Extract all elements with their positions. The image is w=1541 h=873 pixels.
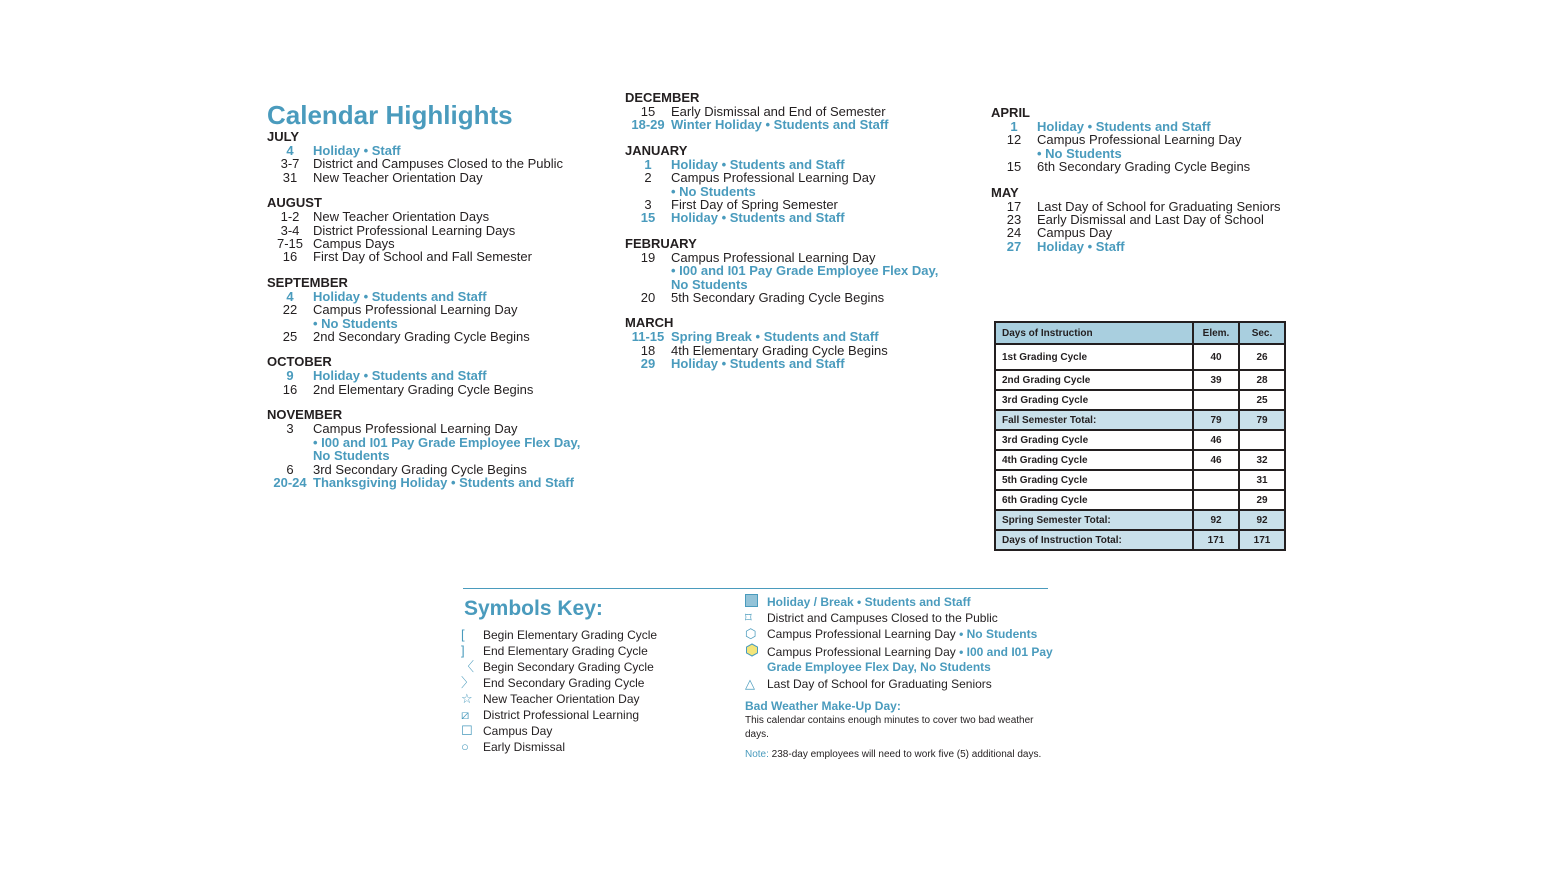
instruction-days-table [994,321,1286,560]
key-flex: Campus Professional Learning Day • I00 and I01 Pay [745,644,1065,660]
entry-date: 1 [644,156,652,172]
key-cpl: ⬡ Campus Professional Learning Day • No Students [745,626,1038,641]
table-cell-label: 3rd Grading Cycle [995,430,1193,450]
entry-text: District and Campuses Closed to the Public [313,156,564,172]
entry-date: 7-15 [276,236,304,252]
triangle-icon: △ [745,676,755,691]
table-row [995,450,1285,470]
table-cell-elem [1193,390,1239,410]
calendar-entry [267,237,597,250]
table-row [995,344,1285,370]
entry-date [267,317,313,330]
entry-text: 3rd Secondary Grading Cycle Begins [313,461,527,477]
calendar-entry [991,133,1301,146]
entry-text: Holiday • Students and Staff [313,288,487,304]
calendar-entry [267,463,597,476]
table-row [995,370,1285,390]
closed-frame-icon: ⌑ [745,610,752,625]
entry-text: Campus Professional Learning Day [313,302,518,318]
table-cell-label: Spring Semester Total: [995,510,1193,530]
entry-text: Holiday • Students and Staff [671,356,845,372]
key-item [461,675,721,691]
table-cell-sec: 92 [1239,510,1285,530]
calendar-entry [991,120,1301,133]
calendar-entry [267,476,597,489]
key-closed: ⌑ District and Campuses Closed to the Public [745,610,998,625]
key-item [461,627,721,643]
square-icon: ☐ [461,723,473,738]
table-cell-elem: 171 [1193,530,1239,550]
entry-text: Campus Professional Learning Day [671,170,876,186]
calendar-entry [625,185,965,198]
key-item [461,643,721,659]
entry-date [625,264,671,277]
entry-date: 1-2 [280,209,300,225]
entry-date: 23 [1006,212,1022,228]
key-item-label: Begin Elementary Grading Cycle [483,628,658,642]
entry-text: 2nd Elementary Grading Cycle Begins [313,381,534,397]
entry-text: Holiday • Students and Staff [1037,119,1211,134]
entry-text: • No Students [313,315,398,331]
circle-icon: ○ [461,739,469,754]
key-item-label: End Elementary Grading Cycle [483,644,648,658]
month-heading: MARCH [625,315,674,331]
calendar-entry [625,291,965,304]
note-label: Note: [745,749,769,760]
key-holiday: Holiday / Break • Students and Staff [745,594,1065,610]
calendar-entry [267,290,597,303]
entry-date: 15 [1006,159,1022,175]
entry-date: 27 [1006,238,1022,254]
table-cell-label: Fall Semester Total: [995,410,1193,430]
calendar-entry [267,449,597,462]
key-item [461,691,721,707]
month-heading: OCTOBER [267,354,332,370]
month-heading: JANUARY [625,142,688,158]
entry-date [625,185,671,198]
table-cell-elem: 46 [1193,430,1239,450]
calendar-entry [267,317,597,330]
month-heading: SEPTEMBER [267,274,348,290]
key-item [461,723,721,739]
table-cell-elem [1193,490,1239,510]
weather-title: Bad Weather Make-Up Day: [745,699,901,713]
key-item-label: Early Dismissal [483,740,566,754]
hexagon-icon: ⬡ [745,626,757,641]
entry-text: 5th Secondary Grading Cycle Begins [671,290,885,306]
entry-text: Campus Day [1037,225,1113,241]
table-cell-sec: 31 [1239,470,1285,490]
table-cell-sec: 28 [1239,370,1285,390]
entry-text: Thanksgiving Holiday • Students and Staff [313,474,574,490]
entry-date: 15 [640,104,656,119]
entry-date: 2 [644,170,652,186]
table-cell-sec: 29 [1239,490,1285,510]
table-cell-label: 3rd Grading Cycle [995,390,1193,410]
table-cell-elem: 39 [1193,370,1239,390]
entry-text: Holiday • Students and Staff [313,368,487,384]
entry-date: 25 [282,329,298,345]
entry-text: Campus Professional Learning Day [1037,132,1242,148]
month-heading: JULY [267,129,300,144]
entry-text: • I00 and I01 Pay Grade Employee Flex Day, [671,263,939,279]
entry-text: District Professional Learning Days [313,222,516,238]
table-cell-elem: 79 [1193,410,1239,430]
table-cell-sec: 32 [1239,450,1285,470]
calendar-entry [991,147,1301,160]
entry-date: 15 [640,210,656,226]
entry-date: 3-4 [280,222,300,238]
table-cell-elem: 40 [1193,344,1239,370]
entry-date: 4 [286,143,294,158]
entry-text: Campus Professional Learning Day [313,421,518,437]
entry-text: Last Day of School for Graduating Seniors [1037,198,1281,214]
calendar-entry [267,144,597,157]
entry-date [625,278,671,291]
month-heading: DECEMBER [625,90,700,105]
calendar-entry [267,383,597,396]
entry-date: 19 [640,249,656,265]
table-cell-elem [1193,470,1239,490]
calendar-entry [625,357,965,370]
calendar-entry [625,251,965,264]
table-row [995,510,1285,530]
entry-date: 3 [286,421,294,437]
entry-text: 2nd Secondary Grading Cycle Begins [313,329,530,345]
entry-date: 12 [1006,132,1022,148]
entry-date: 17 [1006,198,1022,214]
entry-text: First Day of Spring Semester [671,197,838,213]
entry-text: No Students [313,448,390,464]
calendar-entry [991,213,1301,226]
note-text: 238-day employees will need to work five (5) additional days. [768,749,1042,760]
entry-text: • No Students [671,183,756,199]
symbols-key-right [745,594,1065,762]
key-item-label: End Secondary Grading Cycle [483,676,645,690]
header-sec: Sec. [1239,322,1285,344]
entry-date [267,449,313,462]
key-item [461,659,721,675]
table-cell-label: Days of Instruction Total: [995,530,1193,550]
month-list-2 [625,91,965,371]
bracket-close-icon: ] [461,643,465,658]
entry-text: 6th Secondary Grading Cycle Begins [1037,159,1251,175]
table-row [995,470,1285,490]
entry-text: Campus Professional Learning Day [671,249,876,265]
calendar-entry [267,250,597,263]
table-cell-sec [1239,430,1285,450]
entry-text: Spring Break • Students and Staff [671,329,879,345]
entry-date: 29 [640,356,656,372]
table-cell-sec: 79 [1239,410,1285,430]
entry-text: • No Students [1037,145,1122,161]
entry-date: 20 [640,290,656,306]
note [745,748,1065,762]
star-icon: ☆ [461,691,473,706]
calendar-entry [267,210,597,223]
calendar-entry [267,436,597,449]
month-heading: AUGUST [267,195,322,211]
header-days: Days of Instruction [995,322,1193,344]
calendar-entry [625,171,965,184]
month-list-3 [991,106,1301,253]
key-seniors: △ Last Day of School for Graduating Seniors [745,676,992,691]
table-cell-label: 6th Grading Cycle [995,490,1193,510]
table-cell-label: 4th Grading Cycle [995,450,1193,470]
calendar-entry [267,330,597,343]
entry-text: No Students [671,276,748,292]
header-elem: Elem. [1193,322,1239,344]
table-header-row [995,322,1285,344]
entry-date: 3-7 [280,156,300,172]
key-divider [463,588,1048,589]
table-cell-sec: 26 [1239,344,1285,370]
month-heading: NOVEMBER [267,407,343,423]
entry-date: 4 [286,288,294,304]
entry-text: Early Dismissal and Last Day of School [1037,212,1264,228]
entry-date [267,436,313,449]
month-heading: MAY [991,184,1019,200]
key-item-label: District Professional Learning [483,708,640,722]
calendar-column-2 [625,91,965,371]
entry-text: First Day of School and Fall Semester [313,249,532,265]
table-cell-sec: 25 [1239,390,1285,410]
calendar-entry [267,422,597,435]
entry-date: 16 [282,381,298,397]
entry-text: Holiday • Staff [1037,238,1125,254]
calendar-entry [991,226,1301,239]
table-row [995,390,1285,410]
entry-date: 6 [286,461,294,477]
table-row [995,410,1285,430]
table-row [995,530,1285,550]
key-item [461,739,721,755]
calendar-entry [267,157,597,170]
entry-text: New Teacher Orientation Days [313,209,490,225]
entry-text: Holiday • Students and Staff [671,210,845,226]
table-row [995,430,1285,450]
table-cell-sec: 171 [1239,530,1285,550]
entry-date: 9 [286,368,294,384]
filled-hexagon-icon [745,643,767,661]
calendar-entry [267,171,597,184]
month-heading: FEBRUARY [625,235,697,251]
calendar-entry [625,198,965,211]
entry-date: 3 [644,197,652,213]
page-title: Calendar Highlights [267,100,513,130]
key-item-label: Campus Day [483,724,553,738]
calendar-entry [625,264,965,277]
calendar-entry [625,344,965,357]
entry-text: 4th Elementary Grading Cycle Begins [671,342,888,358]
month-list-1 [267,130,597,489]
entry-text: • I00 and I01 Pay Grade Employee Flex Day, [313,434,581,450]
weather-text-2: days. [745,729,769,740]
key-flex-line2: Grade Employee Flex Day, No Students [767,660,991,674]
month-heading: APRIL [991,105,1030,120]
calendar-entry [625,330,965,343]
table-cell-elem: 92 [1193,510,1239,530]
filled-square-icon [745,594,767,611]
calendar-entry [625,158,965,171]
symbols-key-title: Symbols Key: [464,597,603,620]
key-item-label: New Teacher Orientation Day [483,692,640,706]
entry-date: 16 [282,249,298,265]
table-cell-label: 5th Grading Cycle [995,470,1193,490]
calendar-entry [625,118,965,131]
angle-open-icon: 〈 [461,659,475,674]
calendar-entry [991,160,1301,173]
weather-text-1: This calendar contains enough minutes to cover two bad weather [745,715,1034,726]
entry-date: 11-15 [631,329,665,345]
entry-date: 24 [1006,225,1022,241]
entry-text: Campus Days [313,236,395,252]
calendar-entry [267,369,597,382]
entry-date: 22 [282,302,298,318]
table-cell-label: 1st Grading Cycle [995,344,1193,370]
entry-date [991,147,1037,160]
calendar-column-3 [991,106,1301,253]
table-cell-elem: 46 [1193,450,1239,470]
calendar-entry [991,240,1301,253]
symbols-key-left [461,627,721,755]
angle-close-icon: 〉 [461,675,475,690]
entry-date: 18-29 [631,117,665,133]
calendar-entry [625,105,965,118]
entry-date: 20-24 [273,474,307,490]
entry-text: Holiday • Staff [313,143,401,158]
slashed-square-icon: ⧄ [461,707,470,722]
entry-text: New Teacher Orientation Day [313,169,483,185]
entry-date: 18 [640,342,656,358]
entry-text: Holiday • Students and Staff [671,156,845,172]
calendar-entry [625,211,965,224]
entry-text: Early Dismissal and End of Semester [671,104,886,119]
calendar-entry [267,303,597,316]
bracket-open-icon: [ [461,627,465,642]
calendar-entry [625,278,965,291]
entry-date: 1 [1010,119,1018,134]
table-cell-label: 2nd Grading Cycle [995,370,1193,390]
key-item [461,707,721,723]
key-item-label: Begin Secondary Grading Cycle [483,660,654,674]
calendar-entry [267,224,597,237]
entry-text: Winter Holiday • Students and Staff [671,117,889,133]
calendar-entry [991,200,1301,213]
table-row [995,490,1285,510]
entry-date: 31 [282,169,298,185]
calendar-column-1 [267,100,597,489]
